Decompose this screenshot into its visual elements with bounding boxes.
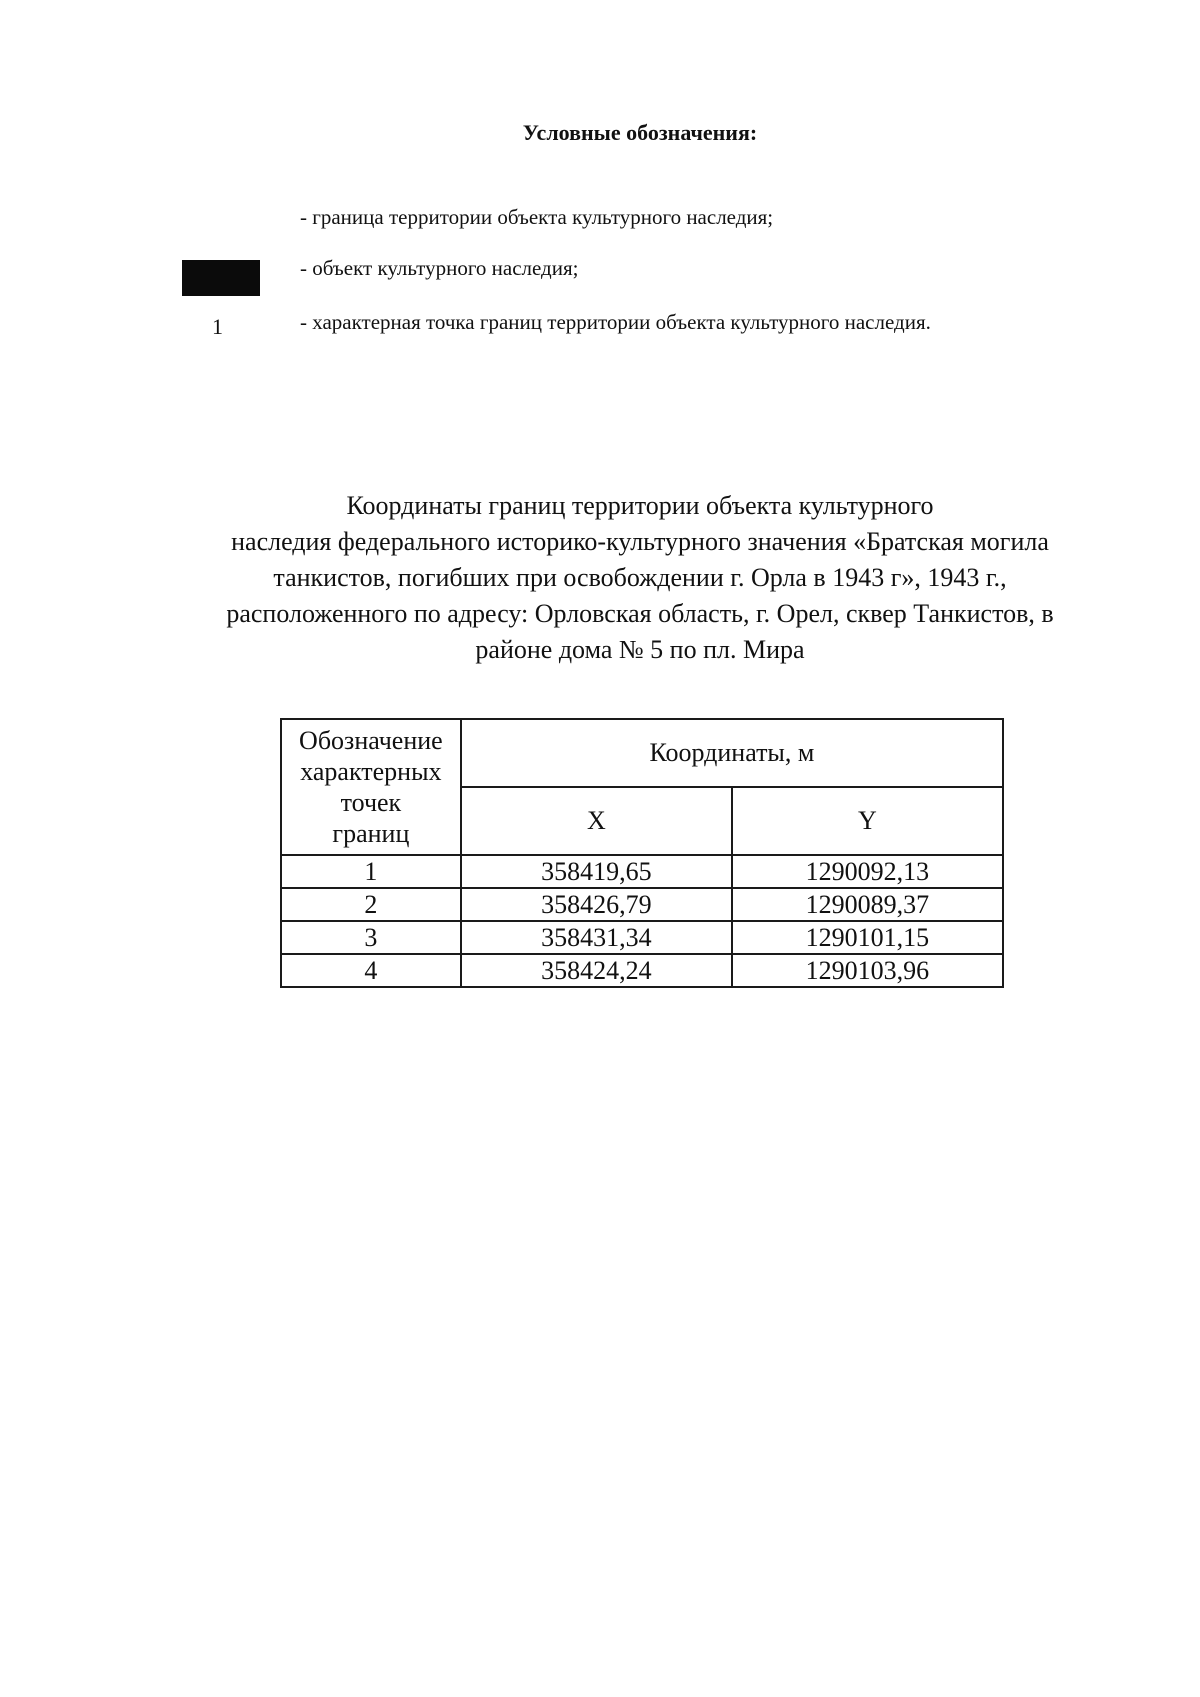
header-point-line: характерных	[300, 757, 442, 786]
legend-item-object-text: - объект культурного наследия;	[300, 256, 579, 280]
legend-item-point-text: - характерная точка границ территории объекта культурного наследия.	[300, 310, 931, 334]
point-number-symbol: 1	[212, 314, 223, 339]
header-point-line: точек	[340, 788, 402, 817]
cell-point: 3	[281, 921, 461, 954]
header-y: Y	[732, 787, 1003, 855]
cell-x: 358419,65	[461, 855, 732, 888]
cell-x: 358424,24	[461, 954, 732, 987]
coordinates-title-line: наследия федерального историко-культурного значения «Братская могила	[231, 527, 1049, 556]
table-row	[281, 888, 1003, 921]
coordinates-table	[280, 718, 1004, 988]
coordinates-title-line: районе дома № 5 по пл. Мира	[475, 635, 805, 664]
heritage-object-symbol	[182, 260, 260, 296]
table-row	[281, 954, 1003, 987]
cell-x: 358431,34	[461, 921, 732, 954]
cell-point: 2	[281, 888, 461, 921]
cell-point: 4	[281, 954, 461, 987]
legend-item-boundary-text: - граница территории объекта культурного наследия;	[300, 205, 774, 229]
coordinates-title-line: танкистов, погибших при освобождении г. Орла в 1943 г», 1943 г.,	[273, 563, 1007, 592]
cell-y: 1290089,37	[732, 888, 1003, 921]
table-row	[281, 855, 1003, 888]
header-point-designation	[281, 719, 461, 855]
header-point-line: Обозначение	[299, 726, 443, 755]
coordinates-title	[170, 488, 1110, 668]
header-x: X	[461, 787, 732, 855]
header-point-line: границ	[332, 819, 410, 848]
legend-item-point	[0, 310, 1200, 350]
legend-item-boundary	[0, 205, 1200, 245]
legend-item-object	[0, 256, 1200, 296]
cell-point: 1	[281, 855, 461, 888]
cell-y: 1290101,15	[732, 921, 1003, 954]
legend-title: Условные обозначения:	[522, 120, 758, 145]
cell-x: 358426,79	[461, 888, 732, 921]
cell-y: 1290103,96	[732, 954, 1003, 987]
coordinates-title-line: расположенного по адресу: Орловская область, г. Орел, сквер Танкистов, в	[226, 599, 1054, 628]
cell-y: 1290092,13	[732, 855, 1003, 888]
coordinates-title-line: Координаты границ территории объекта культурного	[346, 491, 934, 520]
header-coordinates: Координаты, м	[461, 719, 1003, 787]
table-row	[281, 921, 1003, 954]
